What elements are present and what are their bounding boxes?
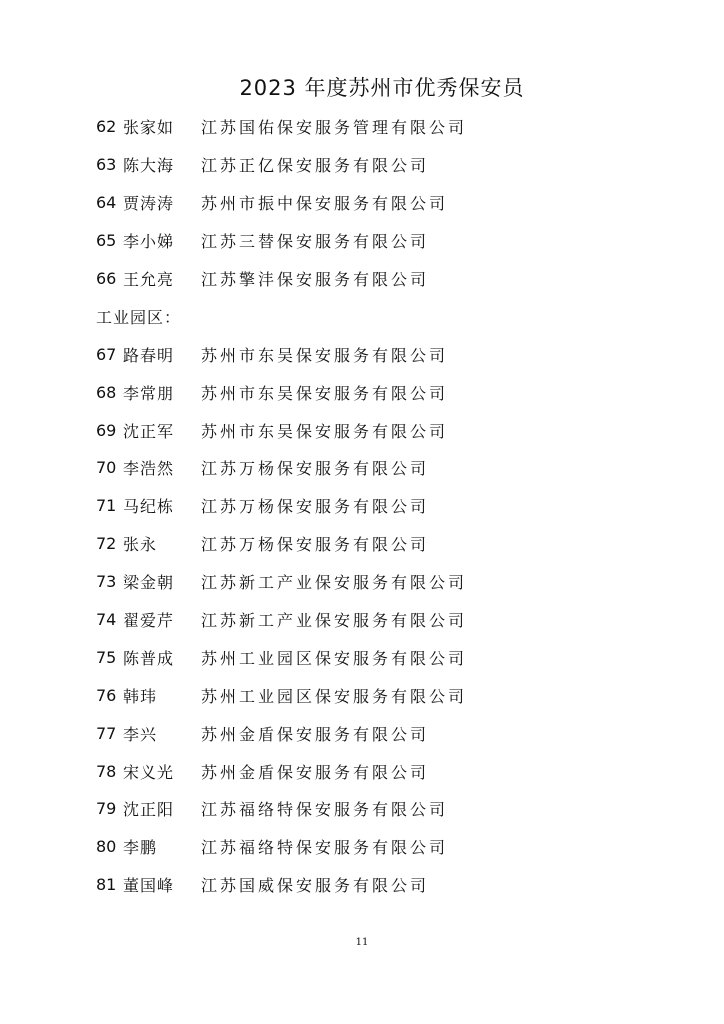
section-heading: 工业园区：: [96, 307, 182, 327]
item-number: 62: [96, 117, 117, 137]
list-item: [96, 222, 696, 260]
list-item: [96, 108, 696, 146]
item-number: 75: [96, 647, 117, 667]
item-number: 81: [96, 875, 117, 895]
company-name: 江苏新工产业保安服务有限公司: [201, 573, 468, 593]
person-name: 贾涛涛: [123, 194, 175, 214]
list-item: [96, 525, 696, 563]
person-name: 陈大海: [123, 156, 175, 176]
item-number: 65: [96, 231, 117, 251]
person-name: 李兴: [123, 724, 158, 744]
list-item: [96, 260, 696, 298]
company-name: 苏州市东吴保安服务有限公司: [201, 383, 449, 403]
company-name: 江苏国威保安服务有限公司: [201, 876, 430, 896]
company-name: 江苏三替保安服务有限公司: [201, 232, 430, 252]
person-name: 韩玮: [123, 686, 158, 706]
person-name: 翟爱芹: [123, 611, 175, 631]
person-name: 董国峰: [123, 876, 175, 896]
person-name: 李小娣: [123, 232, 175, 252]
person-name: 陈普成: [123, 648, 175, 668]
item-number: 69: [96, 420, 117, 440]
company-name: 江苏擎沣保安服务有限公司: [201, 270, 430, 289]
item-number: 80: [96, 837, 117, 857]
person-name: 马纪栋: [123, 497, 175, 517]
item-number: 71: [96, 496, 117, 516]
personnel-list: [96, 108, 696, 904]
company-name: 苏州市东吴保安服务有限公司: [201, 421, 449, 441]
list-item: [96, 828, 696, 866]
list-item: [96, 449, 696, 487]
list-item: [96, 563, 696, 601]
page-title: 2023 年度苏州市优秀保安员: [239, 76, 525, 100]
company-name: 江苏万杨保安服务有限公司: [201, 535, 430, 555]
person-name: 张家如: [123, 118, 175, 138]
list-item: [96, 790, 696, 828]
list-item: [96, 601, 696, 639]
item-number: 70: [96, 458, 117, 478]
list-item: [96, 676, 696, 714]
list-item: [96, 714, 696, 752]
list-item: [96, 184, 696, 222]
company-name: 江苏国佑保安服务管理有限公司: [201, 118, 468, 138]
company-name: 江苏正亿保安服务有限公司: [201, 156, 430, 176]
list-item: [96, 752, 696, 790]
list-item: [96, 638, 696, 676]
person-name: 王允亮: [123, 270, 175, 289]
company-name: 江苏万杨保安服务有限公司: [201, 497, 430, 517]
company-name: 江苏福络特保安服务有限公司: [201, 838, 449, 858]
item-number: 68: [96, 382, 117, 402]
company-name: 苏州工业园区保安服务有限公司: [201, 648, 468, 668]
person-name: 李鹏: [123, 838, 158, 858]
list-item: [96, 487, 696, 525]
company-name: 苏州工业园区保安服务有限公司: [201, 686, 468, 706]
item-number: 74: [96, 610, 117, 630]
company-name: 江苏新工产业保安服务有限公司: [201, 611, 468, 631]
list-item: [96, 411, 696, 449]
list-item: [96, 146, 696, 184]
person-name: 张永: [123, 535, 158, 555]
item-number: 67: [96, 344, 117, 364]
list-item: [96, 373, 696, 411]
company-name: 苏州市振中保安服务有限公司: [201, 194, 449, 214]
item-number: 78: [96, 761, 117, 781]
item-number: 73: [96, 572, 117, 592]
list-item: [96, 335, 696, 373]
company-name: 苏州金盾保安服务有限公司: [201, 762, 430, 782]
item-number: 77: [96, 723, 117, 743]
section-heading-row: [96, 297, 696, 335]
item-number: 79: [96, 799, 117, 819]
page-number: 11: [355, 937, 369, 948]
company-name: 苏州金盾保安服务有限公司: [201, 724, 430, 744]
item-number: 72: [96, 534, 117, 554]
item-number: 64: [96, 193, 117, 213]
person-name: 梁金朝: [123, 573, 175, 593]
person-name: 宋义光: [123, 762, 175, 782]
list-item: [96, 866, 696, 904]
item-number: 66: [96, 269, 117, 288]
company-name: 江苏万杨保安服务有限公司: [201, 459, 430, 479]
item-number: 63: [96, 155, 117, 175]
company-name: 江苏福络特保安服务有限公司: [201, 800, 449, 820]
person-name: 沈正军: [123, 421, 175, 441]
item-number: 76: [96, 685, 117, 705]
company-name: 苏州市东吴保安服务有限公司: [201, 345, 449, 365]
person-name: 李浩然: [123, 459, 175, 479]
person-name: 沈正阳: [123, 800, 175, 820]
person-name: 李常朋: [123, 383, 175, 403]
person-name: 路春明: [123, 345, 175, 365]
